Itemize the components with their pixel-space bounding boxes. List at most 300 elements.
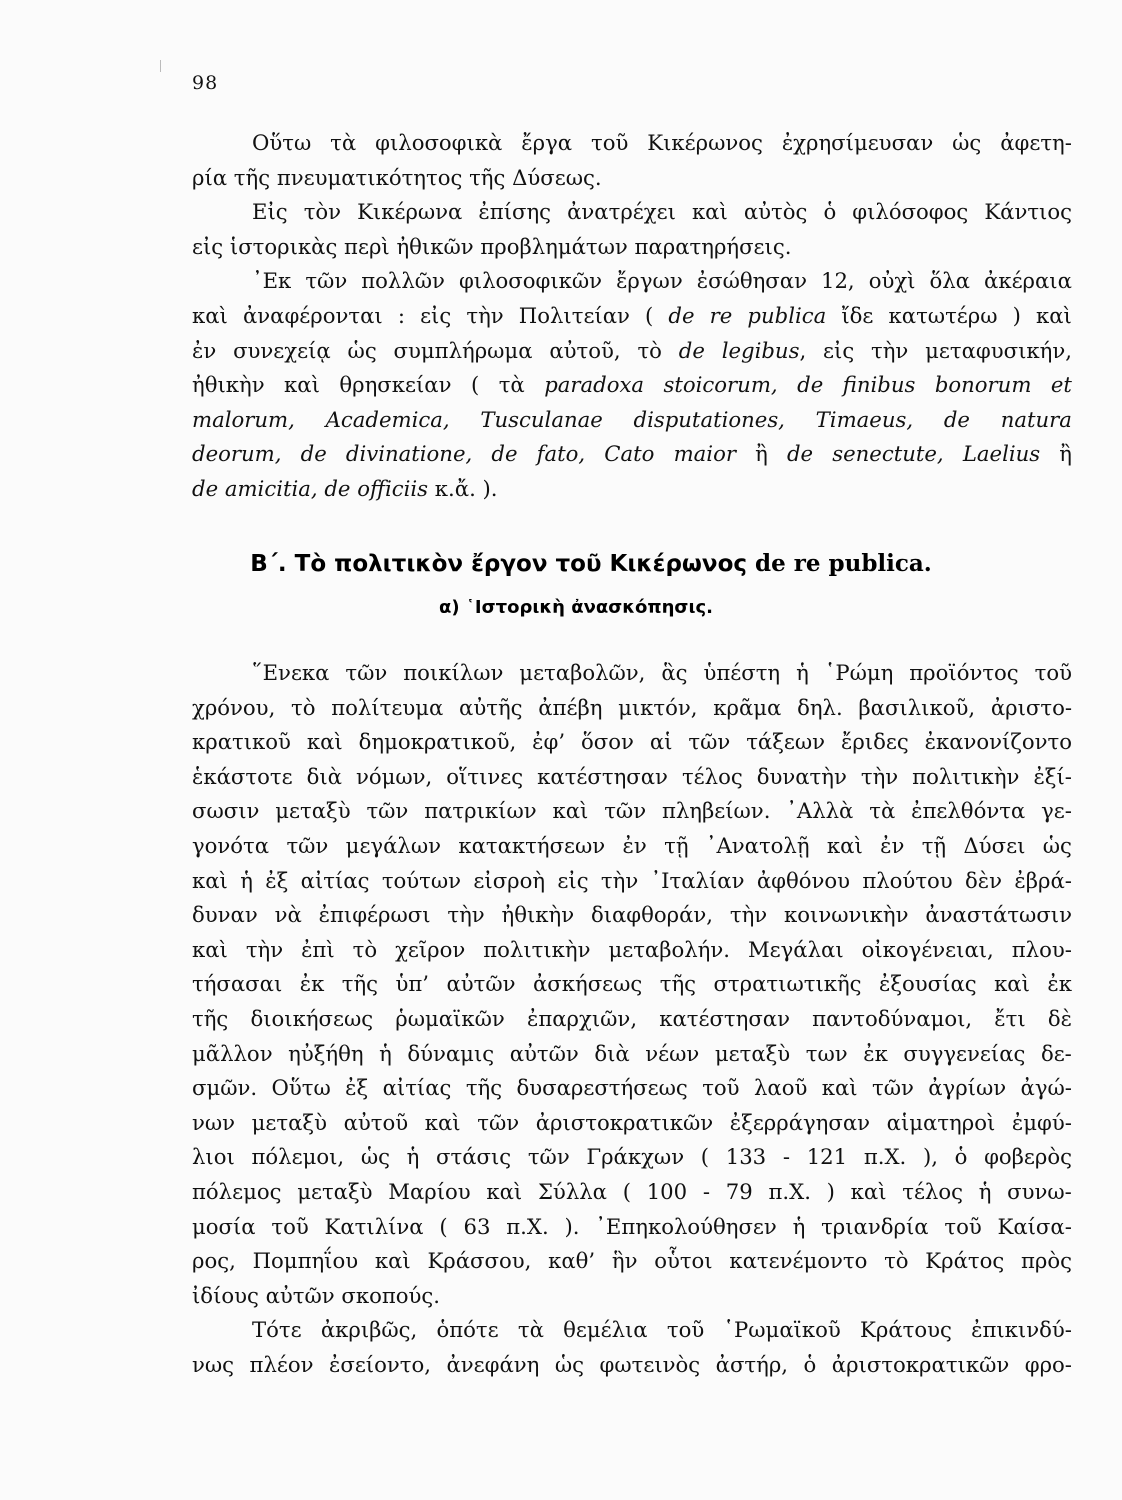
text-word: πατρικίων (424, 798, 537, 824)
text-run: εἰς ἱστορικὰς περὶ ἠθικῶν προβλημάτων παρατηρήσεις. (192, 233, 792, 259)
text-word: τὴν (447, 902, 485, 928)
text-word: ὁπότε (436, 1317, 499, 1343)
text-word: θεμέλια (563, 1317, 648, 1343)
text-word: ἐπικινδύ- (971, 1317, 1072, 1343)
text-word: publica (747, 302, 827, 328)
text-word: ἀσκήσεως (533, 971, 643, 997)
text-word: ἐμφύ- (1011, 1109, 1072, 1135)
text-word: καὶ (306, 729, 343, 755)
text-word: ) (1012, 302, 1021, 328)
text-run: de amicitia, de officiis (192, 475, 429, 501)
text-word: στρατιωτικῆς (713, 971, 862, 997)
text-word: ( (622, 1178, 631, 1204)
text-word: 63 (463, 1213, 491, 1239)
text-word: ηὐξήθη (288, 1040, 364, 1066)
section-1-text (192, 126, 1072, 507)
text-line (192, 472, 1072, 507)
text-word: 121 (806, 1144, 848, 1170)
text-word: τὰ (869, 798, 896, 824)
text-word: Laelius (962, 441, 1041, 467)
text-word: πολιτικὴν (912, 763, 1020, 789)
text-word: ἀριστοκρατικῶν (535, 1109, 714, 1135)
text-word: τοῦ (944, 1213, 982, 1239)
text-word: κρᾶμα (713, 694, 782, 720)
text-word: finibus (842, 372, 916, 398)
text-line (192, 933, 1072, 968)
text-word: Academica, (325, 406, 450, 432)
chapter-heading-greek: Β΄. Τὸ πολιτικὸν ἔργον τοῦ Κικέρωνος (250, 551, 748, 577)
text-word: καὶ (192, 302, 228, 328)
text-word: ῞Ενεκα (252, 660, 330, 685)
text-word: χρόνου, (192, 694, 276, 720)
text-word: φιλόσοφος (852, 199, 969, 225)
text-word: τὸν (303, 199, 342, 225)
text-word: paradoxa (544, 372, 645, 398)
text-word: αἱ (649, 729, 673, 755)
text-word: θρησκείαν (339, 372, 452, 398)
text-word: ἔργα (521, 130, 573, 155)
text-word: μεταξὺ (251, 1109, 327, 1135)
text-line (192, 264, 1072, 299)
text-word: deorum, (192, 441, 282, 467)
text-word: ἀστήρ, (715, 1351, 789, 1377)
text-word: τῶν (477, 1109, 520, 1135)
text-word: αὐτοῦ, (549, 337, 621, 363)
text-word: ἑκάστοτε (192, 763, 293, 789)
text-word: Γράκχων (586, 1144, 685, 1170)
text-word: τὰ (517, 1317, 544, 1343)
text-line (192, 195, 1072, 230)
text-word: γονότα (192, 832, 270, 858)
text-line (192, 898, 1072, 933)
text-line (192, 368, 1072, 403)
text-word: πλέον (249, 1351, 314, 1377)
text-word: ἢ (1059, 441, 1072, 467)
text-word: καὶ (424, 1109, 461, 1135)
text-word: ἠθικὴν (192, 372, 265, 398)
text-word: ἐξουσίας (879, 971, 977, 997)
text-line (192, 403, 1072, 438)
text-word: legibus, (721, 337, 807, 363)
text-word: τὰ (330, 130, 357, 155)
text-word: ἴδε (841, 302, 874, 328)
text-word: ἀριστοκρατικῶν (831, 1351, 1010, 1377)
text-word: ἐκ (299, 971, 325, 997)
text-word: ὅσον (581, 729, 634, 755)
text-word: καὶ (994, 971, 1030, 997)
text-word: εἰς (420, 302, 452, 328)
text-word: ὑπέστη (703, 660, 781, 685)
text-word: ποικίλων (403, 660, 504, 685)
text-line (192, 230, 1072, 265)
text-word: π.Χ. (863, 1144, 907, 1170)
text-line (192, 760, 1072, 795)
text-word: μεταξὺ (714, 1040, 791, 1066)
text-line (192, 299, 1072, 334)
text-word: καὶ (850, 1178, 887, 1204)
text-word: ἡ (792, 1213, 806, 1239)
text-word: δε- (1040, 1040, 1072, 1066)
text-word: ἐξ (265, 867, 289, 893)
text-word: Εἰς (252, 199, 288, 225)
text-word: τὴν (860, 763, 899, 789)
text-word: μεταξὺ (275, 798, 351, 824)
text-word: malorum, (192, 406, 295, 432)
text-word: αἱματηροὶ (886, 1109, 996, 1135)
text-word: πληβείων. (661, 798, 771, 824)
text-word: maior (673, 441, 736, 467)
text-word: τὴν (466, 302, 504, 328)
text-word: ῾Ρωμαϊκοῦ (723, 1317, 841, 1343)
text-line (192, 161, 1072, 196)
text-line (192, 967, 1072, 1002)
text-word: ἀναφέρονται (242, 302, 383, 328)
text-word: σωσιν (192, 798, 260, 824)
text-word: κοινωνικὴν (784, 902, 909, 928)
text-run: ἰδίους αὐτῶν σκοπούς. (192, 1282, 441, 1308)
text-word: τῶν (688, 729, 731, 755)
text-word: 12, (820, 268, 855, 294)
text-word: ἡ (796, 660, 809, 685)
text-word: διαφθοράν, (590, 902, 714, 928)
text-word: καὶ (826, 832, 863, 858)
text-word: ἐβρά- (1014, 867, 1072, 893)
text-word: κατέστησαν (659, 1005, 790, 1031)
text-word: οἵτινες (446, 763, 524, 789)
text-word: τήσασαι (192, 971, 283, 997)
text-word: καθ’ (548, 1248, 596, 1274)
text-word: ) (826, 1178, 835, 1204)
text-line (192, 1244, 1072, 1279)
text-word: διὰ (306, 763, 342, 789)
text-word: πρὸς (1020, 1248, 1072, 1274)
text-word: Tusculanae (480, 406, 603, 432)
text-word: ἀγρίων (928, 1075, 1007, 1101)
text-line (192, 126, 1072, 161)
text-word: ἠθικὴν (501, 902, 575, 928)
text-word: ρος, (192, 1248, 236, 1274)
text-word: de (668, 302, 695, 328)
text-word: φοβερὸς (984, 1144, 1072, 1170)
text-word: αὐτὸς (743, 199, 808, 225)
text-word: Δύσει (963, 832, 1026, 858)
text-word: Καίσα- (997, 1213, 1072, 1239)
text-word: τὴν (245, 936, 284, 962)
text-word: 79 (725, 1178, 753, 1204)
text-word: ἐν (192, 337, 217, 363)
text-word: ἐκ (863, 1040, 888, 1066)
text-word: καὶ (486, 1178, 523, 1204)
text-word: fato, (536, 441, 586, 467)
text-word: ὅλα (929, 268, 970, 294)
text-line (192, 656, 1072, 691)
text-word: καὶ (821, 1075, 858, 1101)
text-word: 100 (646, 1178, 688, 1204)
text-line (192, 1175, 1072, 1210)
text-word: τῇ (921, 832, 947, 858)
text-word: ὑπ’ (395, 971, 430, 997)
text-word: τῆς (192, 1005, 229, 1031)
text-word: πλούτου (862, 867, 953, 893)
text-line (192, 1313, 1072, 1348)
text-word: - (782, 1144, 791, 1170)
text-word: τριανδρία (821, 1213, 929, 1239)
text-word: divinatione, (345, 441, 473, 467)
text-word: οὗτοι (654, 1248, 713, 1274)
text-word: ὁ (823, 199, 837, 225)
text-word: τὴν (871, 337, 909, 363)
text-line (192, 437, 1072, 472)
text-word: ὡς (360, 1144, 390, 1170)
text-word: διοικήσεως (250, 1005, 374, 1031)
text-word: Κράτους (860, 1317, 952, 1343)
text-word: Κατιλίνα (324, 1213, 424, 1239)
text-word: natura (1000, 406, 1072, 432)
text-word: ( (439, 1213, 448, 1239)
text-word: ὡς (347, 337, 377, 363)
text-word: ἐκανονίζοντο (924, 729, 1072, 755)
text-word: de (786, 441, 814, 467)
text-word: λαοῦ (753, 1075, 808, 1101)
text-word: τοῦ (271, 1213, 309, 1239)
text-word: εἰς (557, 867, 589, 893)
text-word: ( (470, 372, 480, 398)
text-word: ἀνατρέχει (567, 199, 676, 225)
text-word: ἀνεφάνη (446, 1351, 540, 1377)
text-word: senectute, (832, 441, 944, 467)
text-word: λιοι (192, 1144, 235, 1170)
text-word: ἔριδες (840, 729, 909, 755)
text-word: Τότε (252, 1317, 302, 1343)
text-word: τάξεων (746, 729, 826, 755)
text-word: αὐτῶν (446, 971, 516, 997)
text-word: αἰτίας (300, 867, 370, 893)
text-word: συνω- (1007, 1178, 1072, 1204)
text-word: μικτόν, (618, 694, 698, 720)
text-word: κρατικοῦ (192, 729, 291, 755)
text-word: αὐτῆς (459, 694, 523, 720)
text-word: τούτων (381, 867, 462, 893)
text-word: Πομπηΐου (252, 1248, 359, 1274)
text-word: φιλοσοφικῶν (458, 268, 603, 294)
text-line (192, 794, 1072, 829)
text-word: ἔργων (616, 268, 683, 294)
text-word: ἐπαρχιῶν, (526, 1005, 638, 1031)
text-word: καὶ (374, 1248, 411, 1274)
text-word: τέλος (902, 1178, 963, 1204)
text-word: κατωτέρω (888, 302, 998, 328)
text-word: καὶ (192, 867, 228, 893)
text-word: βασιλικοῦ, (858, 694, 976, 720)
text-word: ἐν (622, 832, 647, 858)
text-word: εἰς (823, 337, 855, 363)
text-word: τοῦ (591, 130, 629, 155)
text-word: τῆς (659, 971, 697, 997)
text-word: δυσαρεστήσεως (516, 1075, 688, 1101)
text-word: μοσία (192, 1213, 256, 1239)
text-line (192, 1037, 1072, 1072)
text-word: ᾿Εκ (252, 268, 292, 294)
text-word: τῶν (305, 268, 348, 294)
text-word: τῶν (871, 1075, 914, 1101)
text-word: ἀφθόνου (756, 867, 850, 893)
text-word: χεῖρον (395, 936, 466, 962)
text-word: Κράτος (925, 1248, 1005, 1274)
text-word: καὶ (284, 372, 320, 398)
text-word: ἐχρησίμευσαν (781, 130, 934, 155)
text-word: τοῦ (702, 1075, 740, 1101)
text-line (192, 1002, 1072, 1037)
text-word: ἐπιφέρωσι (318, 902, 431, 928)
section-subheading: α) ῾Ιστορικὴ ἀνασκόπησις. (439, 597, 713, 618)
text-word: ). (564, 1213, 580, 1239)
text-word: σμῶν. (192, 1075, 258, 1101)
text-run: κ.ἄ. ). (428, 475, 498, 501)
scan-mark (160, 60, 161, 72)
text-word: τὰ (498, 372, 525, 398)
text-word: διὰ (594, 1040, 630, 1066)
text-word: αἰτίας (382, 1075, 452, 1101)
text-word: ( (700, 1144, 710, 1170)
text-word: ἀκέραια (984, 268, 1072, 294)
text-word: τῆς (465, 1075, 503, 1101)
text-word: των (805, 1040, 848, 1066)
text-word: Κικέρωνα (357, 199, 463, 225)
text-word: Κικέρωνος (647, 130, 763, 155)
text-word: Timaeus, (815, 406, 914, 432)
text-line (192, 1071, 1072, 1106)
text-word: φωτεινὸς (599, 1351, 701, 1377)
text-word: de (678, 337, 705, 363)
text-word: de (943, 406, 970, 432)
text-word: ἐν (880, 832, 905, 858)
text-word: π.Χ. (506, 1213, 549, 1239)
text-word: παντοδύναμοι, (812, 1005, 973, 1031)
text-word: δυναν (192, 902, 258, 928)
text-word: μεταβολῶν, (519, 660, 646, 685)
text-line (192, 1279, 1072, 1314)
text-word: de (300, 441, 327, 467)
text-word: ὡς (952, 130, 982, 155)
text-word: - (702, 1178, 711, 1204)
text-word: ἃς (661, 660, 688, 685)
text-word: ἀναστάτωσιν (925, 902, 1072, 928)
chapter-heading (0, 550, 1122, 577)
text-word: disputationes, (633, 406, 785, 432)
text-word: ἡ (240, 867, 253, 893)
text-line (192, 1210, 1072, 1245)
text-word: ἐξί- (1033, 763, 1072, 789)
text-word: π.Χ. (768, 1178, 811, 1204)
text-word: τῶν (286, 832, 329, 858)
text-word: ὁ (954, 1144, 968, 1170)
text-word: Οὕτω (271, 1075, 331, 1101)
text-word: Μαρίου (388, 1178, 471, 1204)
text-word: τῇ (664, 832, 689, 858)
text-word: τὸ (291, 694, 316, 720)
section-2-text (192, 656, 1072, 1382)
text-word: ῥωμαϊκῶν (395, 1005, 505, 1031)
text-word: εἰσροὴ (473, 867, 546, 893)
text-word: : (397, 302, 405, 328)
text-word: καὶ (1036, 302, 1072, 328)
text-word: προϊόντος (909, 660, 1019, 685)
text-word: δὲ (1047, 1005, 1072, 1031)
page-number: 98 (192, 72, 219, 94)
text-word: συμπλήρωμα (393, 337, 533, 363)
text-word: τέλος (681, 763, 743, 789)
text-word: ᾿Ιταλίαν (650, 867, 745, 893)
text-word: ἡ (978, 1178, 992, 1204)
text-word: νων (192, 1109, 236, 1135)
text-word: κατακτήσεων (458, 832, 606, 858)
text-word: τὸ (884, 1248, 909, 1274)
text-run: ρία τῆς πνευματικότητος τῆς Δύσεως. (192, 164, 602, 190)
text-word: ἢ (755, 441, 768, 467)
text-word: στάσις (436, 1144, 512, 1170)
text-word: πολίτευμα (331, 694, 444, 720)
text-word: ἐπὶ (301, 936, 335, 962)
text-word: τῆς (341, 971, 379, 997)
text-word: αὐτῶν (509, 1040, 579, 1066)
text-word: ᾿Ανατολῇ (705, 832, 810, 858)
text-word: δύναμις (407, 1040, 495, 1066)
text-word: ἀριστο- (990, 694, 1072, 720)
text-line (192, 334, 1072, 369)
text-word: πλου- (1011, 936, 1072, 962)
text-word: γε- (1041, 798, 1072, 824)
text-word: πόλεμοι, (251, 1144, 345, 1170)
text-word: ᾿Επηκολούθησεν (595, 1213, 777, 1239)
text-word: ἀφετη- (1000, 130, 1072, 155)
text-word: ἀκριβῶς, (320, 1317, 418, 1343)
text-word: ἣν (611, 1248, 638, 1274)
text-word: συνεχείᾳ (233, 337, 331, 363)
text-word: ἀγώ- (1020, 1075, 1072, 1101)
chapter-heading-latin: de re publica. (755, 550, 932, 577)
text-line (192, 1106, 1072, 1141)
text-word: νὰ (274, 902, 302, 928)
text-word: Σύλλα (537, 1178, 607, 1204)
text-word: μεταφυσικήν, (925, 337, 1072, 363)
text-line (192, 725, 1072, 760)
text-word: stoicorum, (663, 372, 778, 398)
text-word: re (709, 302, 733, 328)
text-word: πολλῶν (361, 268, 445, 294)
text-word: δημοκρατικοῦ, (358, 729, 517, 755)
text-line (192, 829, 1072, 864)
text-word: ἀπέβη (538, 694, 603, 720)
text-word: ( (645, 302, 654, 328)
text-word: τὸ (637, 337, 662, 363)
text-word: Κράσσου, (427, 1248, 532, 1274)
text-word: ᾿Αλλὰ (786, 798, 854, 824)
text-word: ἐσείοντο, (329, 1351, 431, 1377)
text-word: κατενέμοντο (729, 1248, 868, 1274)
text-word: ἐπίσης (478, 199, 552, 225)
text-word: πολιτικὴν (483, 936, 591, 962)
text-word: νως (192, 1351, 235, 1377)
text-word: ὡς (1042, 832, 1072, 858)
text-word: τῶν (604, 798, 647, 824)
text-word: ἐφ’ (532, 729, 566, 755)
text-word: de (797, 372, 824, 398)
text-word: bonorum (934, 372, 1032, 398)
text-word: φρο- (1024, 1351, 1072, 1377)
text-word: τῶν (345, 660, 388, 685)
text-word: de (491, 441, 518, 467)
text-word: νέων (645, 1040, 700, 1066)
